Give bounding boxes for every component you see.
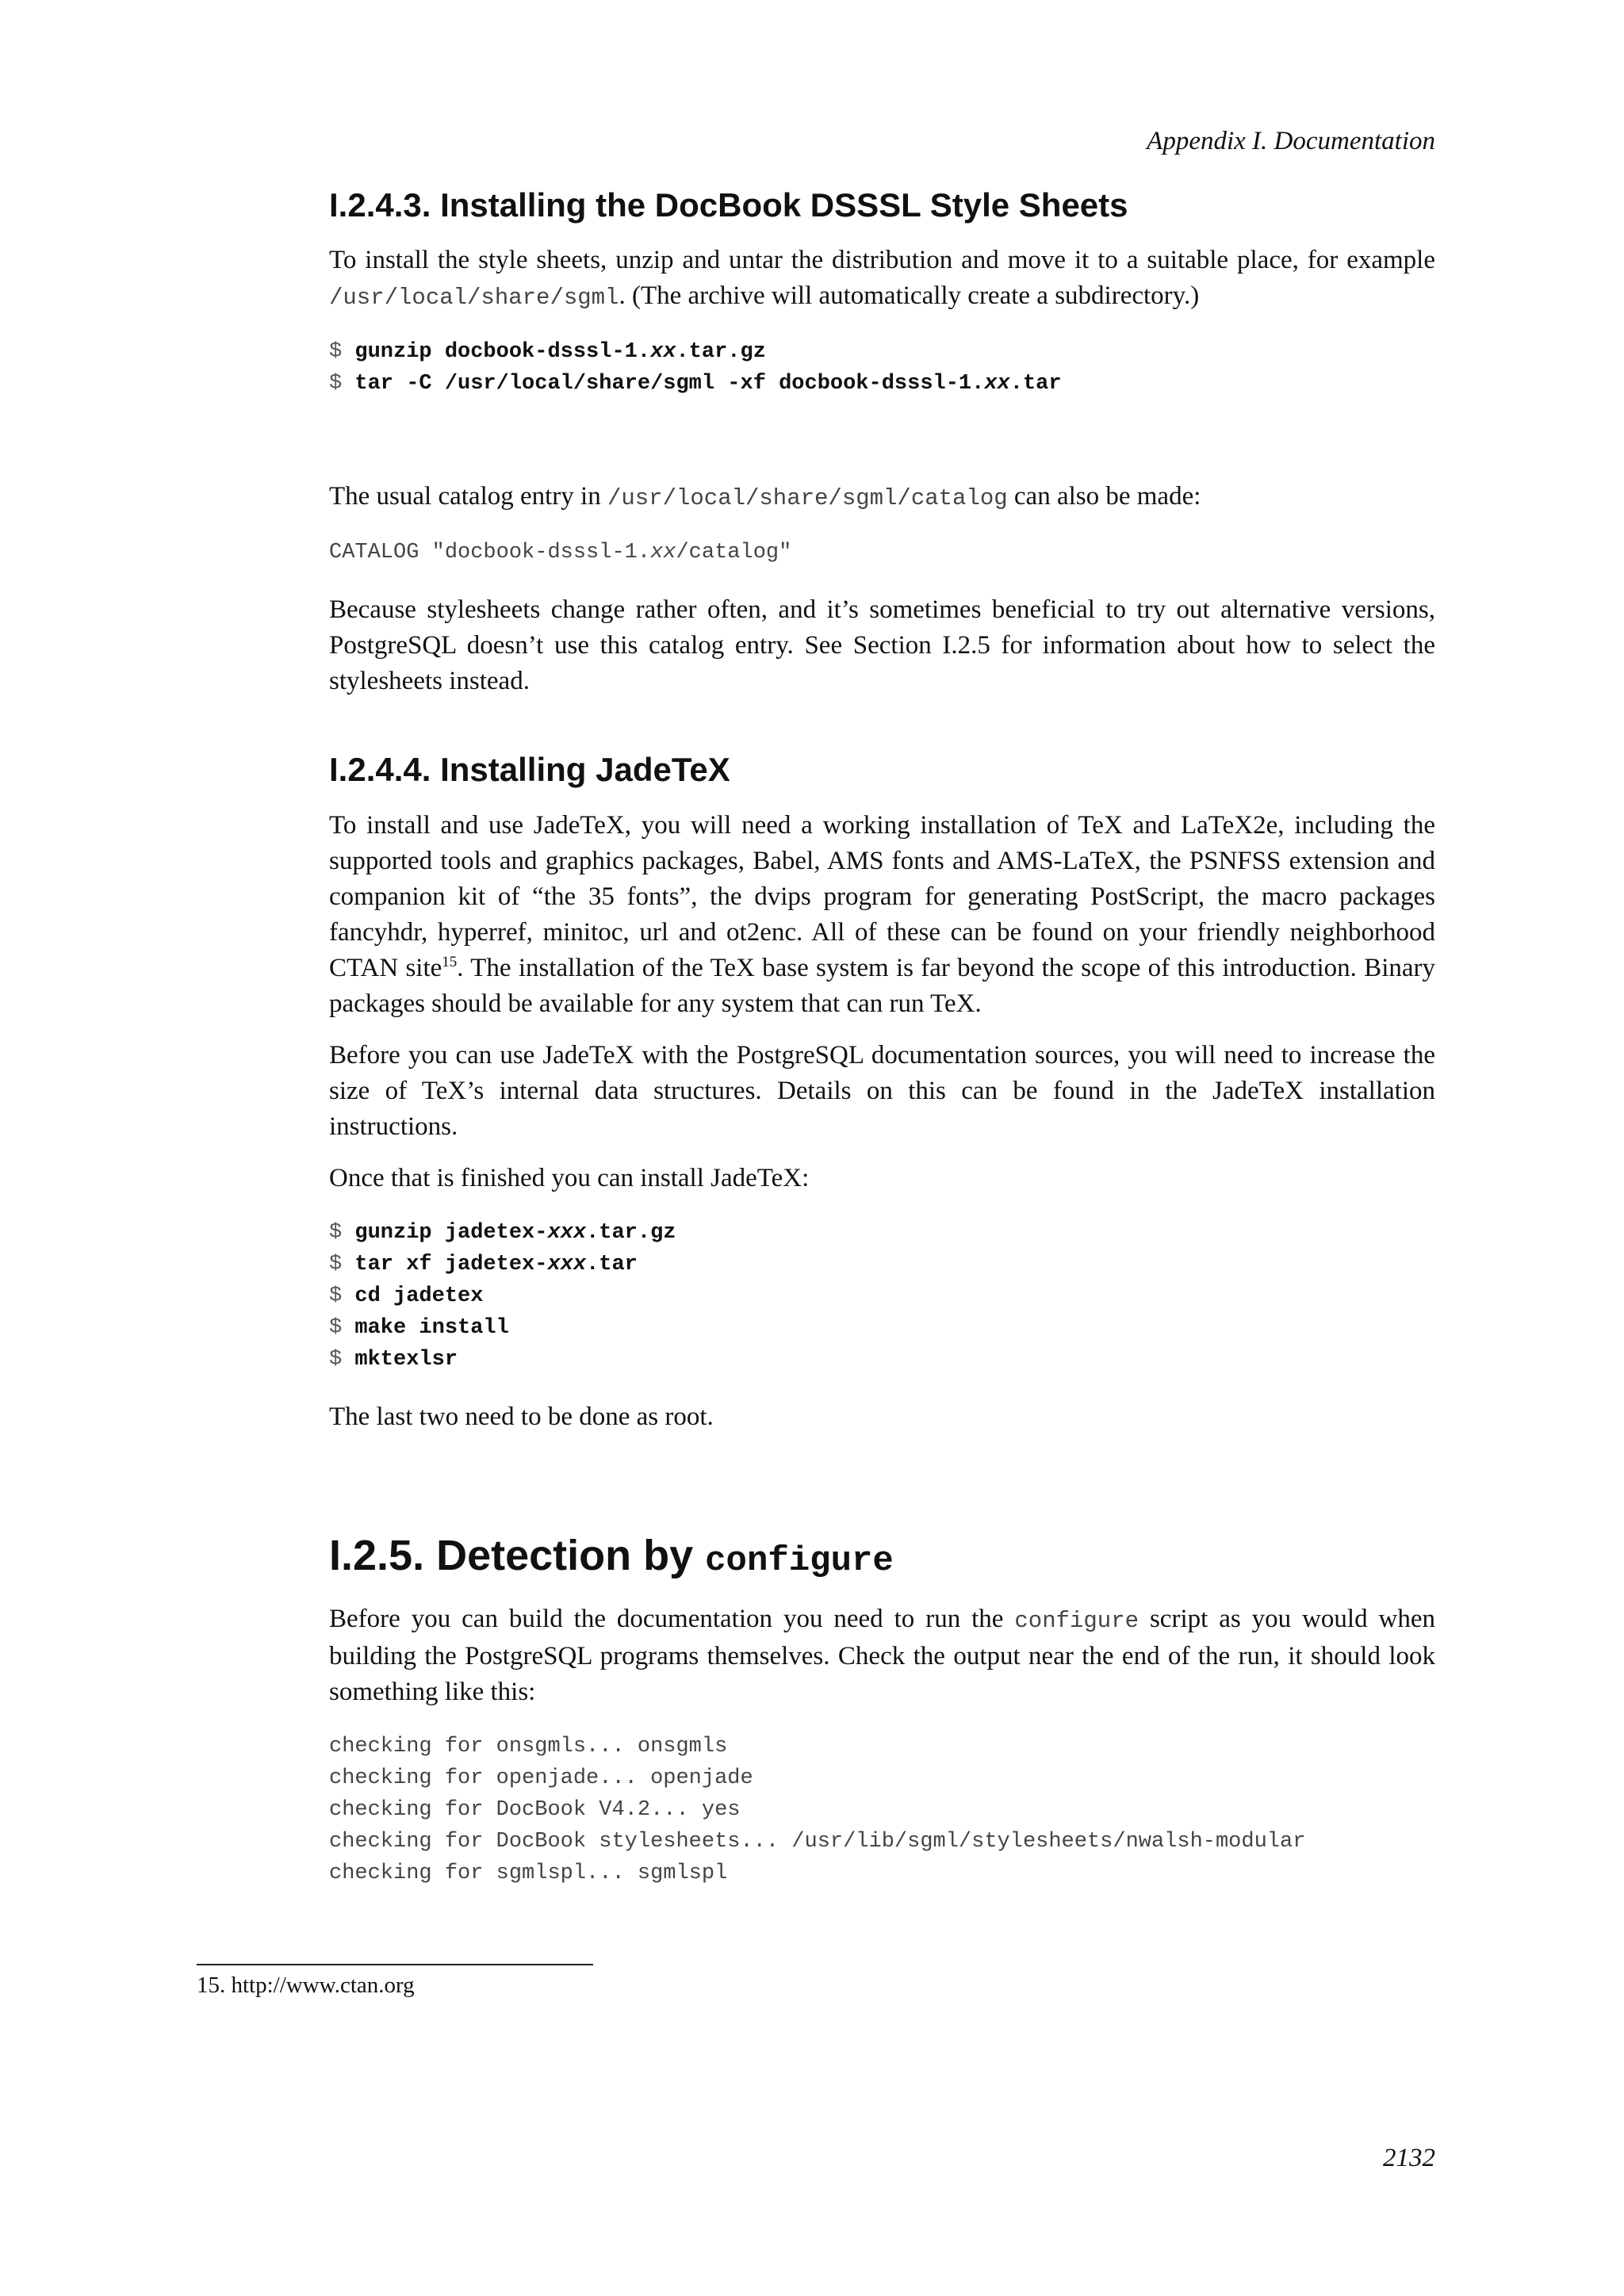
command-line: tar xf jadetex-xxx.tar bbox=[354, 1252, 638, 1276]
page-number: 2132 bbox=[1383, 2144, 1435, 2172]
paragraph-root-note: The last two need to be done as root. bbox=[329, 1402, 714, 1431]
command-line: gunzip jadetex-xxx.tar.gz bbox=[354, 1220, 676, 1245]
command-line: make install bbox=[354, 1315, 509, 1340]
page-content bbox=[329, 186, 1435, 1913]
code-block-configure-output: checking for onsgmls... onsgmls checking for openjade... openjade checking for DocBook V4.2... yes checking for DocBook stylesheets... /usr/lib/sgml/stylesheets/nwalsh-modular checking for sgmlspl... sgmlspl bbox=[329, 1734, 1306, 1885]
code-configure: configure bbox=[1014, 1607, 1139, 1634]
footnote-ref[interactable]: 15 bbox=[442, 953, 458, 970]
command-line: cd jadetex bbox=[354, 1284, 484, 1308]
code-block-unpack: $ gunzip docbook-dsssl-1.xx.tar.gz $ tar -C /usr/local/share/sgml -xf docbook-dsssl-1.xx.tar bbox=[329, 340, 1062, 396]
command-line: mktexlsr bbox=[354, 1347, 458, 1372]
code-block-catalog: CATALOG "docbook-dsssl-1.xx/catalog" bbox=[329, 541, 792, 565]
paragraph-jadetex-install-intro: Once that is finished you can install JadeTeX: bbox=[329, 1163, 810, 1192]
path-catalog: /usr/local/share/sgml/catalog bbox=[607, 485, 1008, 512]
command-line: tar -C /usr/local/share/sgml -xf docbook-dsssl-1.xx.tar bbox=[354, 372, 1062, 396]
paragraph-catalog-entry: The usual catalog entry in /usr/local/share/sgml/catalog can also be made: bbox=[329, 482, 1201, 512]
section-heading-detection: I.2.5. Detection by configure bbox=[329, 1531, 894, 1581]
paragraph-configure-intro: Before you can build the documentation you need to run the configure script as you would when building the PostgreSQL programs themselves. Check the output near the end of the run, it should look something like this: bbox=[329, 1604, 1435, 1706]
running-head: Appendix I. Documentation bbox=[1147, 127, 1435, 155]
code-block-jadetex: $ gunzip jadetex-xxx.tar.gz $ tar xf jadetex-xxx.tar $ cd jadetex $ make install $ mktexlsr bbox=[329, 1220, 676, 1372]
section-heading-docbook-dsssl: I.2.4.3. Installing the DocBook DSSSL Style Sheets bbox=[329, 186, 1128, 224]
paragraph-install-intro: To install the style sheets, unzip and untar the distribution and move it to a suitable place, for example /usr/local/share/sgml. (The archive will automatically create a subdirectory.) bbox=[329, 246, 1435, 312]
path-sgml: /usr/local/share/sgml bbox=[329, 285, 619, 312]
section-heading-jadetex: I.2.4.4. Installing JadeTeX bbox=[329, 751, 730, 789]
paragraph-jadetex-requirements: To install and use JadeTeX, you will need a working installation of TeX and LaTeX2e, including the supported tools and graphics packages, Babel, AMS fonts and AMS-LaTeX, the PSNFSS extension and companion kit of “the 35 fonts”, the dvips program for generating PostScript, the macro packages fancyhdr, hyperref, minitoc, url and ot2enc. All of these can be found on your friendly neighborhood CTAN site$^{15}$. The installation of the TeX base system is far beyond the scope of this introduction. Binary packages should be available for any system that can run TeX. bbox=[329, 810, 1435, 1018]
paragraph-jadetex-datastructures: Before you can use JadeTeX with the PostgreSQL documentation sources, you will need to increase the size of TeX’s internal data structures. Details on this can be found in the JadeTeX installation instructions. bbox=[329, 1040, 1435, 1141]
paragraph-stylesheets-note: Because stylesheets change rather often, and it’s sometimes beneficial to try out alternative versions, PostgreSQL doesn’t use this catalog entry. See Section I.2.5 for information about how to select the stylesheets instead. bbox=[329, 595, 1435, 696]
command-line: gunzip docbook-dsssl-1.xx.tar.gz bbox=[354, 340, 766, 365]
footnote-ctan[interactable]: 15. http://www.ctan.org bbox=[197, 1973, 415, 1998]
footnote-divider bbox=[197, 1964, 593, 1965]
